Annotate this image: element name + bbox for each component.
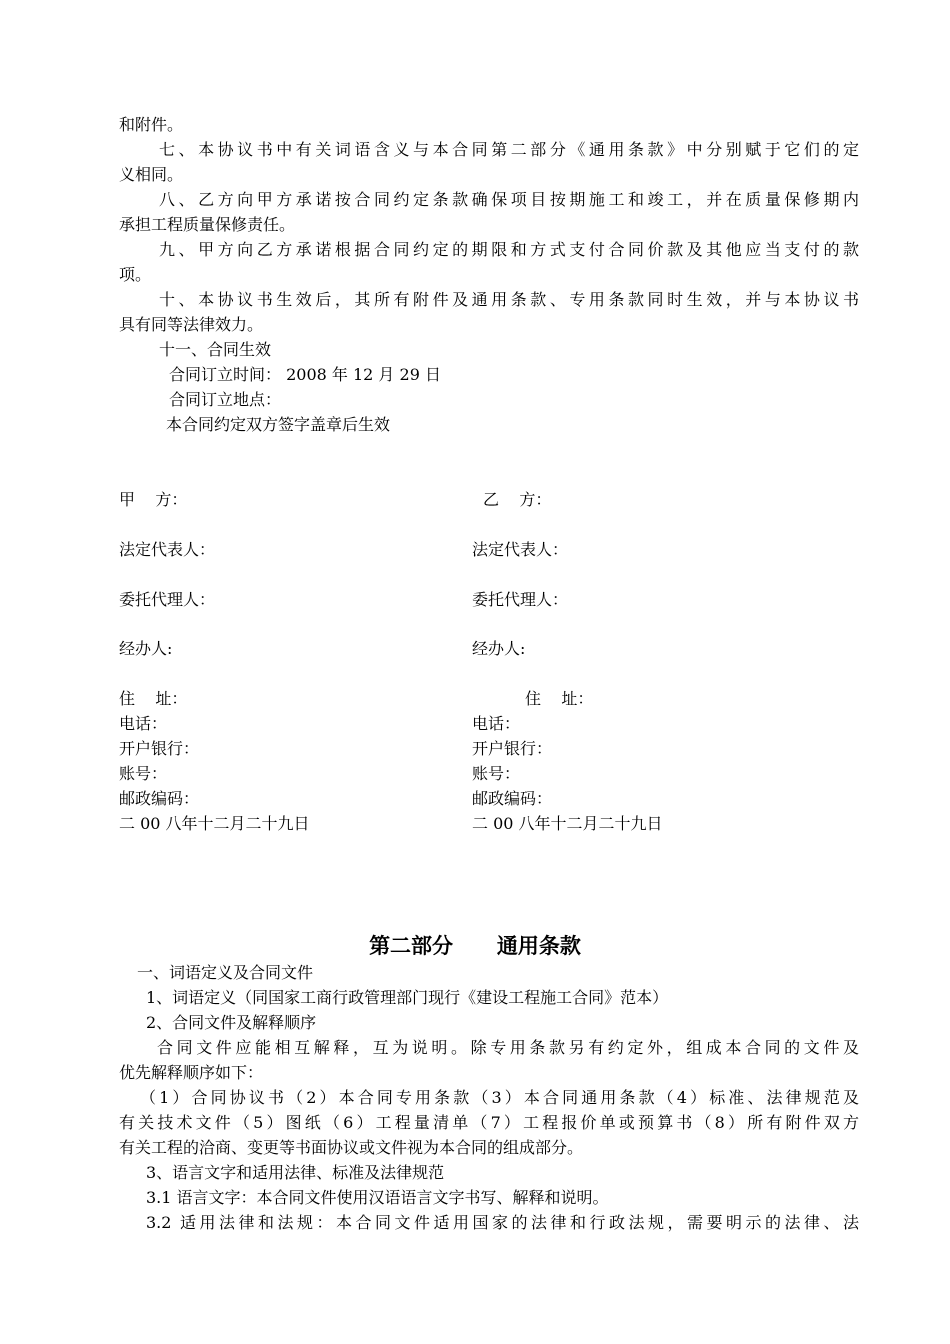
sub-heading: 2、合同文件及解释顺序 <box>146 1013 317 1032</box>
party-a-agent: 委托代理人： <box>119 590 216 609</box>
clause-8: 八、乙方向甲方承诺按合同约定条款确保项目按期施工和竣工，并在质量保修期内 <box>159 190 859 209</box>
paragraph-line: 有关技术文件（5）图纸（6）工程量清单（7）工程报价单或预算书（8）所有附件双方 <box>119 1113 859 1132</box>
paragraph-line: 优先解释顺序如下： <box>119 1063 264 1082</box>
party-b-phone: 电话： <box>472 714 521 733</box>
clause-9: 九、甲方向乙方承诺根据合同约定的期限和方式支付合同价款及其他应当支付的款 <box>159 240 859 259</box>
party-b-address: 住 址： <box>525 689 594 708</box>
contract-date: 合同订立时间： 2008 年 12 月 29 日 <box>169 365 441 384</box>
paragraph-line: （1）合同协议书（2）本合同专用条款（3）本合同通用条款（4）标准、法律规范及 <box>140 1088 859 1107</box>
clause-11: 十一、合同生效 <box>159 340 272 359</box>
party-b-bank: 开户银行： <box>472 739 553 758</box>
party-a-phone: 电话： <box>119 714 168 733</box>
effective-note: 本合同约定双方签字盖章后生效 <box>166 415 391 434</box>
party-b-date: 二 00 八年十二月二十九日 <box>472 814 663 833</box>
paragraph-line: 合同文件应能相互解释，互为说明。除专用条款另有约定外，组成本合同的文件及 <box>157 1038 859 1057</box>
clause-line: 具有同等法律效力。 <box>119 315 264 334</box>
party-b-postcode: 邮政编码： <box>472 789 553 808</box>
contract-place: 合同订立地点： <box>169 390 282 409</box>
sub-heading: 1、词语定义（同国家工商行政管理部门现行《建设工程施工合同》范本） <box>146 988 669 1007</box>
clause-line: 和附件。 <box>119 115 184 134</box>
paragraph-line: 有关工程的洽商、变更等书面协议或文件视为本合同的组成部分。 <box>119 1138 584 1157</box>
party-a-postcode: 邮政编码： <box>119 789 200 808</box>
section-title: 第二部分 通用条款 <box>369 934 581 958</box>
party-b-legal-rep: 法定代表人： <box>472 540 569 559</box>
clause-7: 七、本协议书中有关词语含义与本合同第二部分《通用条款》中分别赋于它们的定 <box>159 140 859 159</box>
clause-line: 承担工程质量保修责任。 <box>119 215 296 234</box>
party-a-account: 账号： <box>119 764 168 783</box>
section-heading: 一、词语定义及合同文件 <box>137 963 314 982</box>
paragraph-line: 3.1 语言文字：本合同文件使用汉语语言文字书写、解释和说明。 <box>146 1188 609 1207</box>
clause-10: 十、本协议书生效后，其所有附件及通用条款、专用条款同时生效，并与本协议书 <box>159 290 859 309</box>
party-b-agent: 委托代理人： <box>472 590 569 609</box>
party-b-handler: 经办人: <box>472 639 526 658</box>
clause-line: 义相同。 <box>119 165 184 184</box>
party-a-address: 住 址： <box>119 689 188 708</box>
party-b-account: 账号： <box>472 764 521 783</box>
sub-heading: 3、语言文字和适用法律、标准及法律规范 <box>146 1163 445 1182</box>
party-a-date: 二 00 八年十二月二十九日 <box>119 814 310 833</box>
clause-line: 项。 <box>119 265 152 284</box>
party-a-bank: 开户银行： <box>119 739 200 758</box>
party-a-legal-rep: 法定代表人： <box>119 540 216 559</box>
party-a-label: 甲 方： <box>119 490 188 509</box>
paragraph-line: 3.2 适用法律和法规：本合同文件适用国家的法律和行政法规，需要明示的法律、法 <box>146 1213 859 1232</box>
party-a-handler: 经办人: <box>119 639 173 658</box>
party-b-label: 乙 方： <box>483 490 552 509</box>
